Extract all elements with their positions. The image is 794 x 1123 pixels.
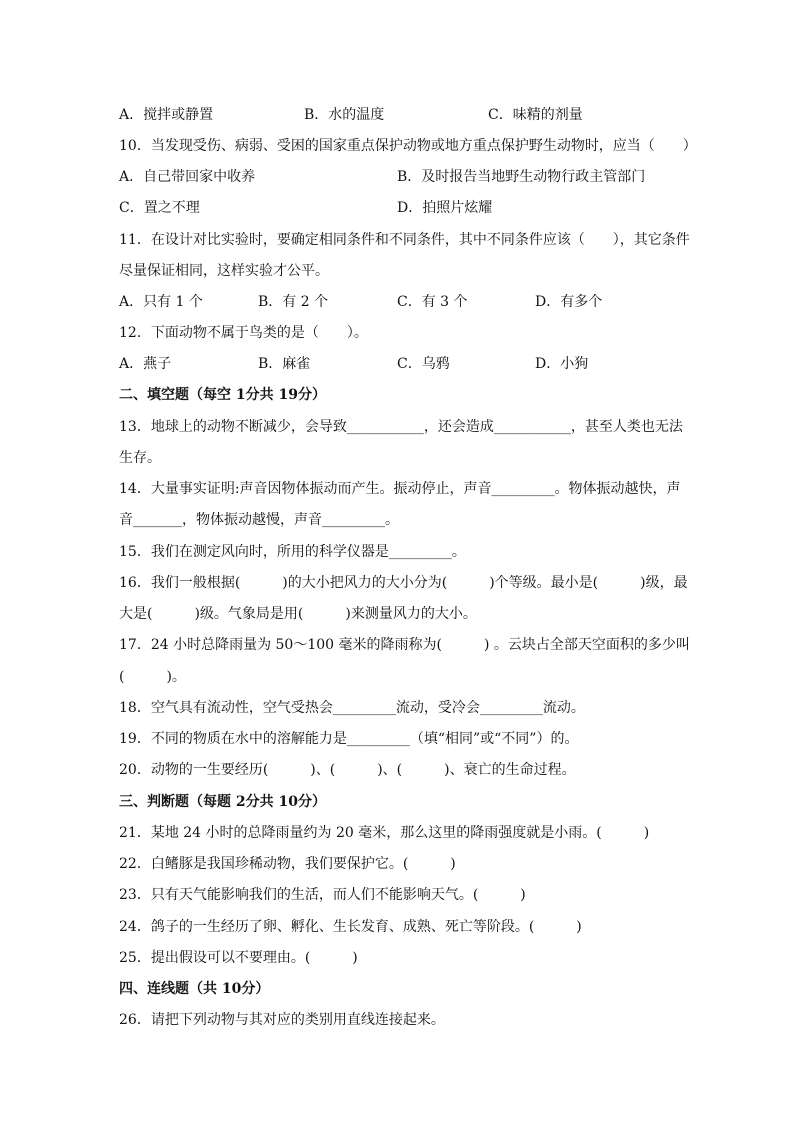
- q11-option-b: B．有 2 个: [258, 294, 329, 310]
- q26-line: 26．请把下列动物与其对应的类别用直线连接起来。: [119, 1012, 445, 1028]
- q10-option-a: A．自己带回家中收养: [119, 169, 256, 185]
- q11-option-a: A．只有 1 个: [119, 294, 203, 310]
- q9-option-b: B．水的温度: [304, 107, 385, 123]
- q11-option-c: C．有 3 个: [397, 294, 468, 310]
- q12-question: 12．下面动物不属于鸟类的是（ ）。: [119, 325, 368, 341]
- q19-line: 19．不同的物质在水中的溶解能力是_________（填“相同”或“不同”）的。: [119, 731, 579, 747]
- q25-line: 25．提出假设可以不要理由。( ): [119, 950, 358, 966]
- section-matching-heading: 四、连线题（共 10分）: [119, 981, 270, 997]
- q22-line: 22．白鳍豚是我国珍稀动物，我们要保护它。( ): [119, 856, 456, 872]
- q20-line: 20．动物的一生要经历( )、( )、( )、衰亡的生命过程。: [119, 762, 576, 778]
- q10-option-b: B．及时报告当地野生动物行政主管部门: [397, 169, 646, 185]
- q11-question-line2: 尽量保证相同，这样实验才公平。: [119, 263, 329, 279]
- q13-line1: 13．地球上的动物不断减少，会导致___________，还会造成___________，甚至人类也无法: [119, 419, 683, 435]
- q9-option-c: C．味精的剂量: [488, 107, 583, 123]
- q10-option-d: D．拍照片炫耀: [397, 200, 493, 216]
- q10-question: 10．当发现受伤、病弱、受困的国家重点保护动物或地方重点保护野生动物时，应当（ ）: [119, 138, 697, 154]
- q10-option-c: C．置之不理: [119, 200, 200, 216]
- q18-line: 18．空气具有流动性，空气受热会_________流动，受冷会_________流动。: [119, 700, 585, 716]
- q16-line1: 16．我们一般根据( )的大小把风力的大小分为( )个等级。最小是( )级，最: [119, 575, 688, 591]
- section-judge-heading: 三、判断题（每题 2分共 10分）: [119, 794, 326, 810]
- q14-line2: 音_______，物体振动越慢，声音_________。: [119, 512, 399, 528]
- q11-option-d: D．有多个: [535, 294, 603, 310]
- q17-line2: ( )。: [119, 669, 186, 685]
- q12-option-b: B．麻雀: [258, 356, 311, 372]
- q11-question-line1: 11．在设计对比实验时，要确定相同条件和不同条件，其中不同条件应该（ ），其它条件: [119, 232, 690, 248]
- section-fill-heading: 二、填空题（每空 1分共 19分）: [119, 387, 326, 403]
- q13-line2: 生存。: [119, 450, 161, 466]
- q12-option-a: A．燕子: [119, 356, 172, 372]
- q17-line1: 17．24 小时总降雨量为 50～100 毫米的降雨称为( ) 。云块占全部天空面积的多少叫: [119, 637, 690, 653]
- q23-line: 23．只有天气能影响我们的生活，而人们不能影响天气。( ): [119, 887, 526, 903]
- q12-option-c: C．乌鸦: [397, 356, 450, 372]
- q21-line: 21．某地 24 小时的总降雨量约为 20 毫米，那么这里的降雨强度就是小雨。( ): [119, 825, 650, 841]
- q14-line1: 14．大量事实证明:声音因物体振动而产生。振动停止，声音_________。物体振动越快，声: [119, 481, 681, 497]
- q24-line: 24．鸽子的一生经历了卵、孵化、生长发育、成熟、死亡等阶段。( ): [119, 919, 582, 935]
- q9-option-a: A．搅拌或静置: [119, 107, 214, 123]
- q12-option-d: D．小狗: [535, 356, 589, 372]
- q16-line2: 大是( )级。气象局是用( )来测量风力的大小。: [119, 606, 477, 622]
- q15-line: 15．我们在测定风向时，所用的科学仪器是_________。: [119, 544, 466, 560]
